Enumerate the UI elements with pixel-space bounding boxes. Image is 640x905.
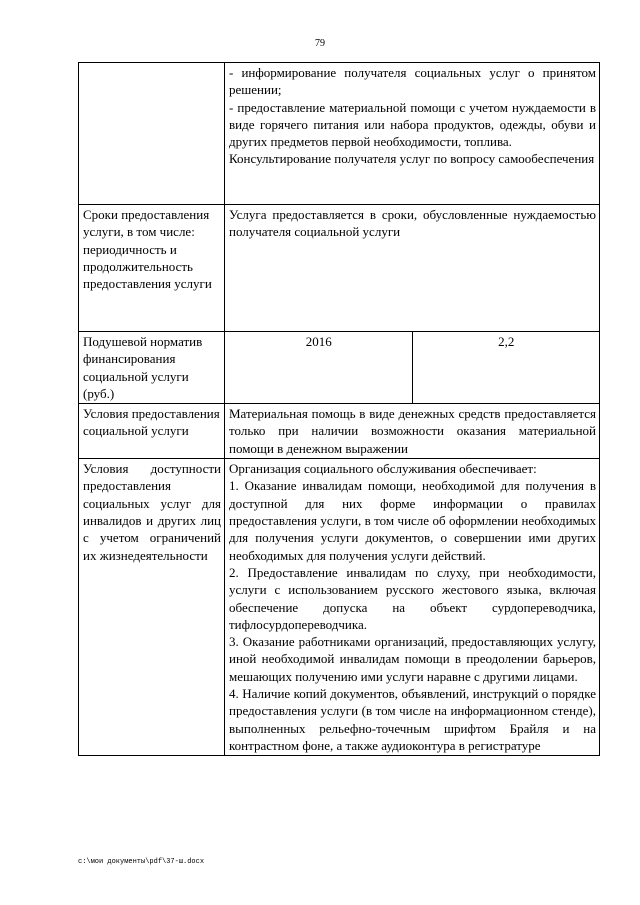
table-row <box>79 459 600 756</box>
page-number: 79 <box>315 38 325 49</box>
accessibility-label: Условия доступности предоставления социальных услуг для инвалидов и других лиц с учетом ограничений их жизнедеятельности <box>79 459 225 756</box>
accessibility-item: 1. Оказание инвалидам помощи, необходимой для получения в доступной для них форме информации о правилах предоставления услуги, в том числе об оформлении необходимых для получения услуги документов, о совершении ими других необходимых для получения услуги действий. <box>229 478 596 563</box>
terms-label: Сроки предоставления услуги, в том числе: периодичность и продолжительность предоставления услуги <box>79 205 225 332</box>
conditions-label: Условия предоставления социальной услуги <box>79 404 225 459</box>
table-row <box>79 205 600 332</box>
terms-value: Услуга предоставляется в сроки, обусловленные нуждаемостью получателя социальной услуги <box>225 205 600 332</box>
accessibility-item: 2. Предоставление инвалидам по слуху, при необходимости, услуги с использованием русского жестового языка, включая обеспечение допуска на объект сурдопереводчика, тифлосурдопереводчика. <box>229 564 596 632</box>
accessibility-item: 4. Наличие копий документов, объявлений, инструкций о порядке предоставления услуги (в том числе на информационном стенде), выполненных рельефно-точечным шрифтом Брайля и на контрастном фоне, а также аудиоконтура в регистратуре <box>229 686 596 753</box>
norm-year: 2016 <box>225 332 413 404</box>
accessibility-cell <box>225 459 600 756</box>
continuation-line: Консультирование получателя услуг по вопросу самообеспечения <box>229 151 595 167</box>
table-row <box>79 332 600 404</box>
continuation-line: - информирование получателя социальных услуг о принятом решении; <box>229 65 596 98</box>
norm-label: Подушевой норматив финансирования социальной услуги (руб.) <box>79 332 225 404</box>
empty-label-cell <box>79 63 225 205</box>
continuation-cell <box>225 63 600 205</box>
service-table <box>78 62 600 756</box>
table-row <box>79 404 600 459</box>
accessibility-item: 3. Оказание работниками организаций, предоставляющих услугу, иной необходимой инвалидам помощи в преодолении барьеров, мешающих получению ими услуги наравне с другими лицами. <box>229 634 596 684</box>
continuation-line: - предоставление материальной помощи с учетом нуждаемости в виде горячего питания или набора продуктов, одежды, обуви и других предметов первой необходимости, топлива. <box>229 99 596 150</box>
table-row <box>79 63 600 205</box>
accessibility-item: Организация социального обслуживания обеспечивает: <box>229 461 537 477</box>
norm-amount: 2,2 <box>412 332 600 404</box>
file-path-footer: c:\мои документы\pdf\37-ш.docx <box>78 858 205 866</box>
conditions-value: Материальная помощь в виде денежных средств предоставляется только при наличии возможности оказания материальной помощи в денежном выражении <box>225 404 600 459</box>
